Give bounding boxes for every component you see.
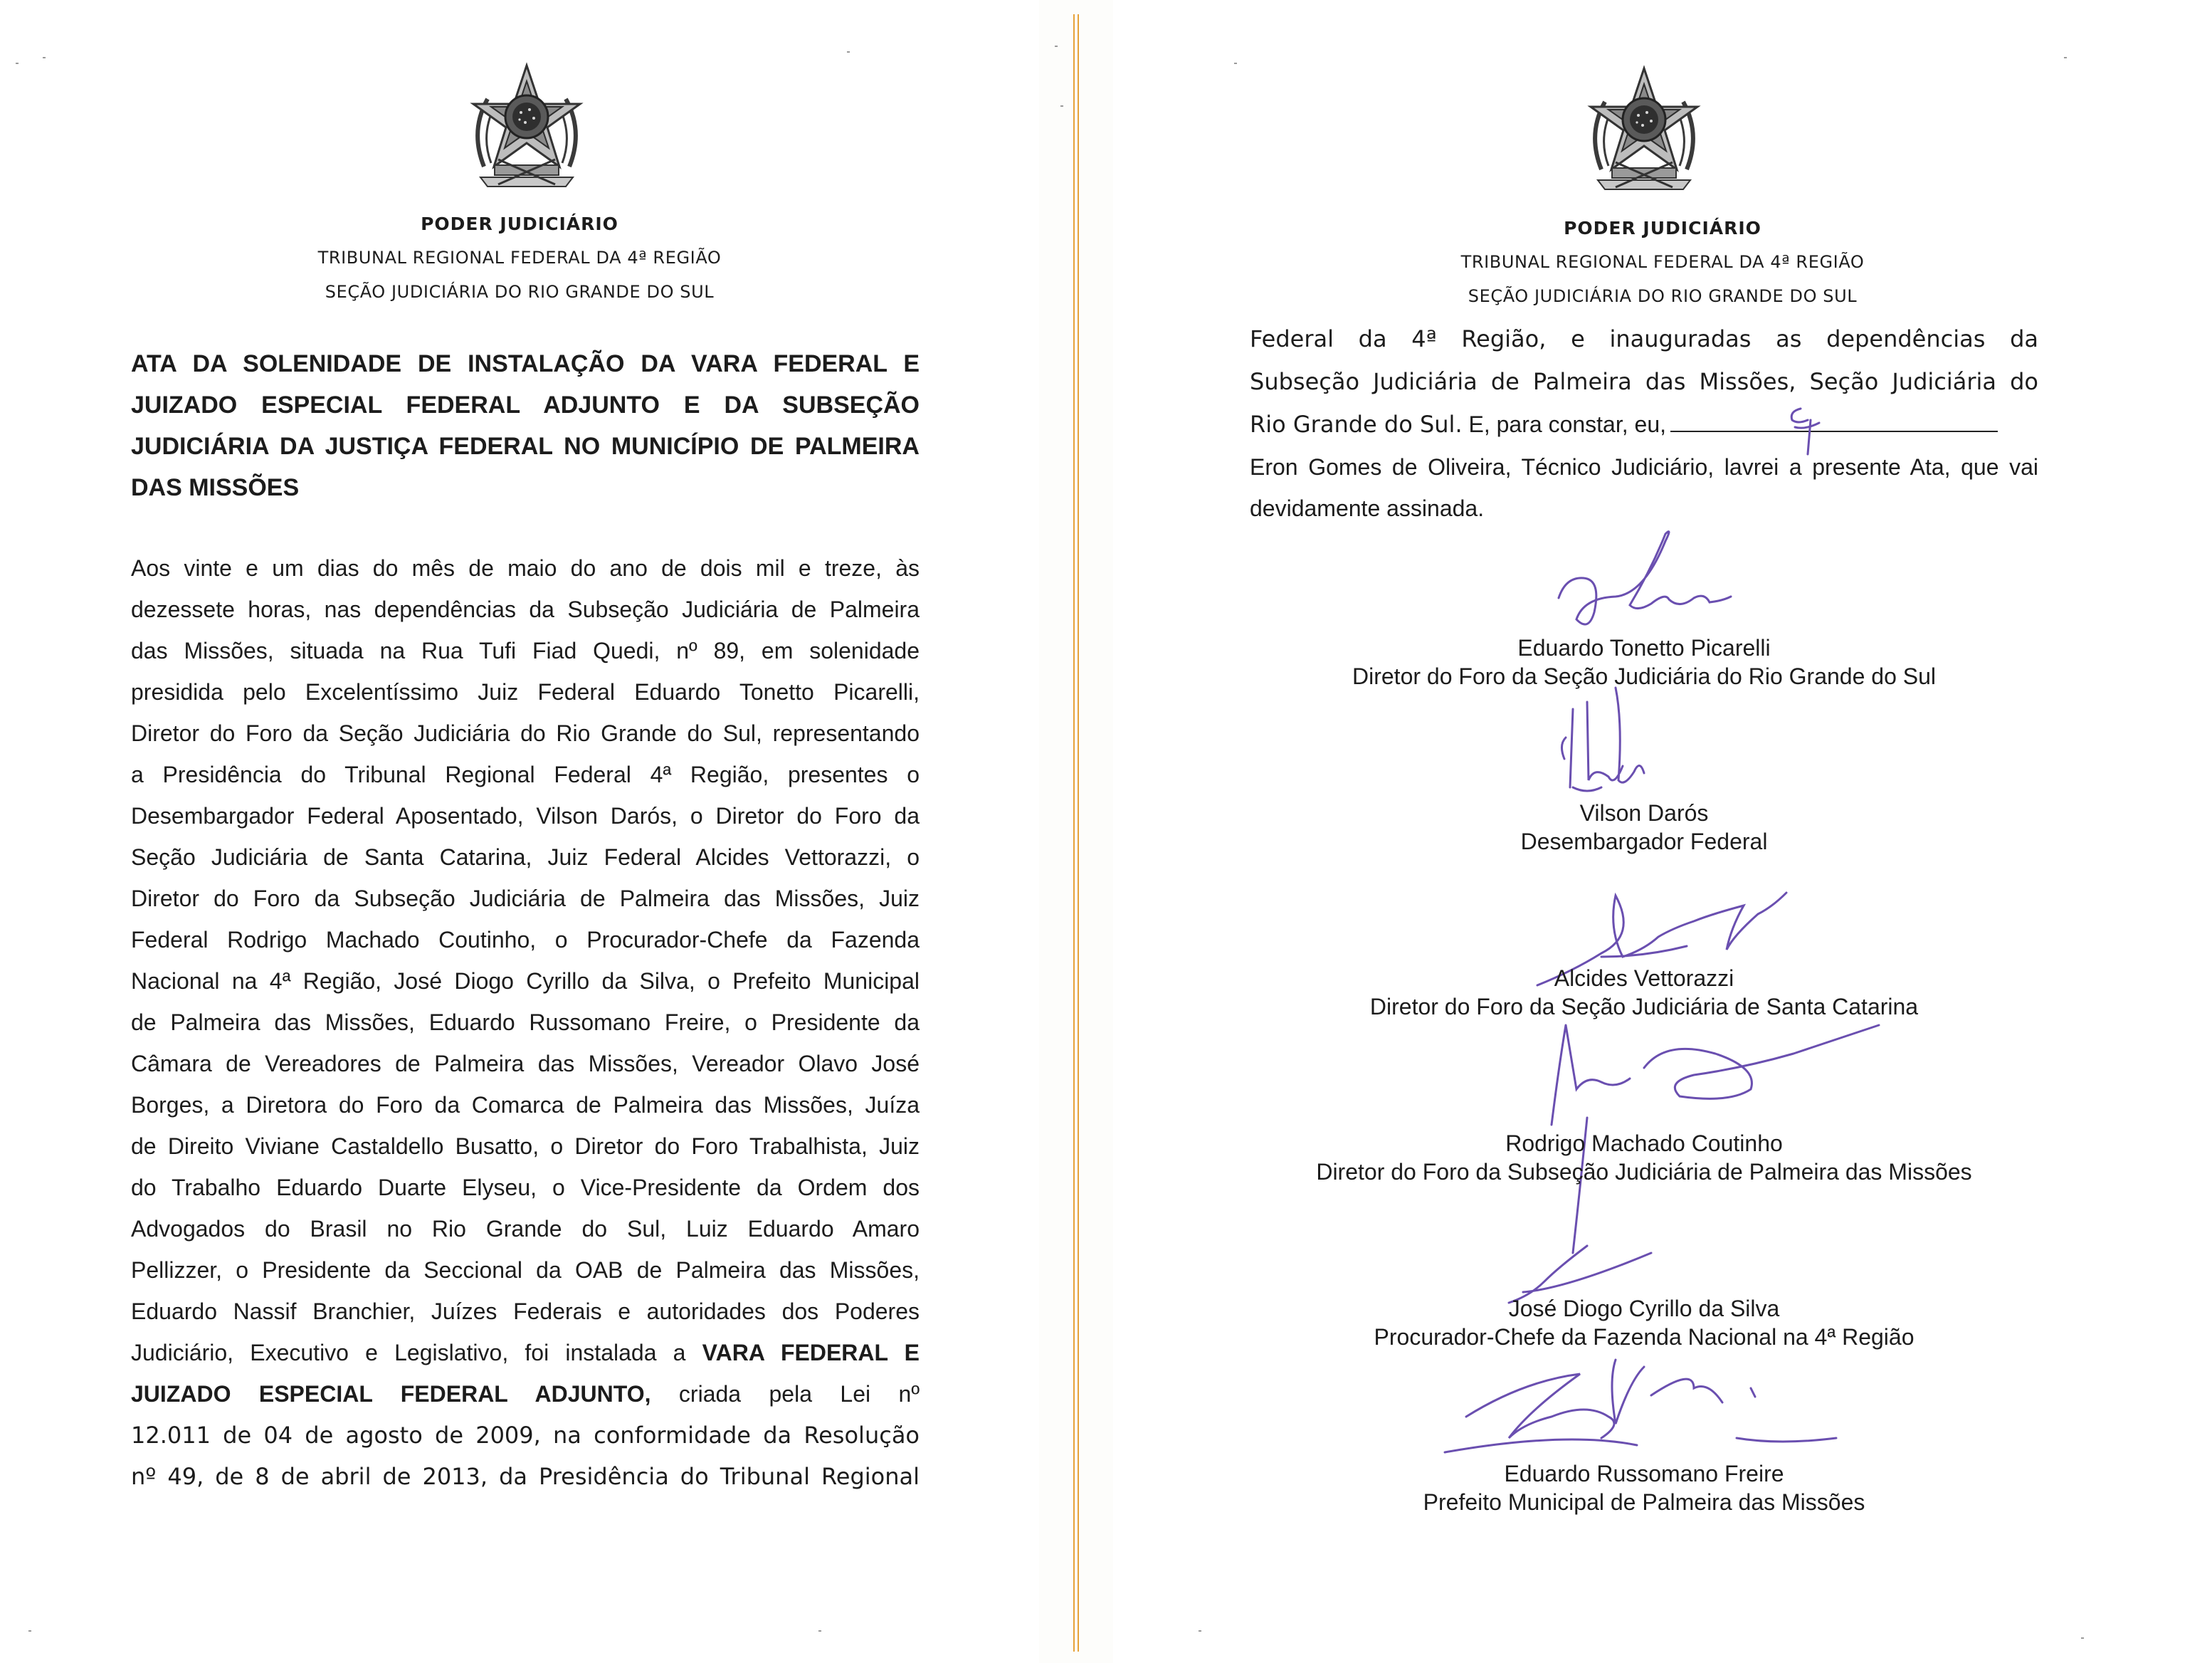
body-line: devidamente assinada. xyxy=(1250,495,1485,521)
signatory-role: Diretor do Foro da Seção Judiciária do Rio Grande do Sul xyxy=(1352,663,1936,689)
signature-icon xyxy=(1544,513,1737,655)
body-line: nº 49, de 8 de abril de 2013, da Presidência do Tribunal Regional xyxy=(131,1463,920,1490)
signature-icon xyxy=(1438,1338,1865,1467)
body-line: do Trabalho Eduardo Duarte Elyseu, o Vice-Presidente da Ordem dos xyxy=(131,1175,920,1200)
body-line: Eron Gomes de Oliveira, Técnico Judiciário, lavrei a presente Ata, que vai xyxy=(1250,454,2038,480)
body-line xyxy=(1250,413,2038,436)
body-line: Federal Rodrigo Machado Coutinho, o Procurador-Chefe da Fazenda xyxy=(131,927,920,953)
signatory-role: Diretor do Foro da Subseção Judiciária de Palmeira das Missões xyxy=(1316,1159,1972,1185)
body-line: Diretor do Foro da Seção Judiciária do Rio Grande do Sul, representando xyxy=(131,720,920,746)
body-line: Federal da 4ª Região, e inauguradas as dependências da xyxy=(1250,325,2038,352)
signatory-name: Eduardo Russomano Freire xyxy=(1504,1461,1784,1486)
body-line: de Direito Viviane Castaldello Busatto, o Diretor do Foro Trabalhista, Juiz xyxy=(131,1133,920,1159)
body-text: criada pela Lei nº xyxy=(678,1381,920,1407)
header-tribunal: TRIBUNAL REGIONAL FEDERAL DA 4ª REGIÃO xyxy=(317,248,722,268)
body-line: dezessete horas, nas dependências da Subseção Judiciária de Palmeira xyxy=(131,597,920,622)
body-line: Advogados do Brasil no Rio Grande do Sul, Luiz Eduardo Amaro xyxy=(131,1216,920,1242)
body-line: 12.011 de 04 de agosto de 2009, na conformidade da Resolução xyxy=(131,1422,920,1449)
signatory-name: Vilson Darós xyxy=(1579,800,1709,826)
body-line: Aos vinte e um dias do mês de maio do ano de dois mil e treze, às xyxy=(131,555,920,581)
signatory-name: Eduardo Tonetto Picarelli xyxy=(1517,635,1771,661)
body-line xyxy=(131,1341,920,1364)
gutter-line-orange xyxy=(1078,14,1079,1652)
body-line: de Palmeira das Missões, Eduardo Russomano Freire, o Presidente da xyxy=(131,1009,920,1035)
body-line: a Presidência do Tribunal Regional Federal 4ª Região, presentes o xyxy=(131,762,920,787)
body-line: presidida pelo Excelentíssimo Juiz Federal Eduardo Tonetto Picarelli, xyxy=(131,679,920,705)
body-line: das Missões, situada na Rua Tufi Fiad Quedi, nº 89, em solenidade xyxy=(131,638,920,663)
coat-of-arms-icon xyxy=(455,60,598,195)
left-page xyxy=(0,0,1039,1663)
body-line: Câmara de Vereadores de Palmeira das Missões, Vereador Olavo José xyxy=(131,1051,920,1076)
body-line: Seção Judiciária de Santa Catarina, Juiz Federal Alcides Vettorazzi, o xyxy=(131,844,920,870)
body-line: Diretor do Foro da Subseção Judiciária de Palmeira das Missões, Juiz xyxy=(131,886,920,911)
document-title: ATA DA SOLENIDADE DE INSTALAÇÃO DA VARA FEDERAL E JUIZADO ESPECIAL FEDERAL ADJUNTO E DA SUBSEÇÃO JUDICIÁRIA DA JUSTIÇA FEDERAL NO MUNICÍPIO DE PALMEIRA DAS MISSÕES xyxy=(131,350,920,501)
body-line: Pellizzer, o Presidente da Seccional da OAB de Palmeira das Missões, xyxy=(131,1257,920,1283)
signatory-role: Diretor do Foro da Seção Judiciária de Santa Catarina xyxy=(1369,994,1919,1019)
header-secao: SEÇÃO JUDICIÁRIA DO RIO GRANDE DO SUL xyxy=(325,282,715,302)
signatory-name: Rodrigo Machado Coutinho xyxy=(1505,1130,1783,1156)
body-bold-text: JUIZADO ESPECIAL FEDERAL ADJUNTO, xyxy=(131,1381,651,1407)
header-poder-judiciario: PODER JUDICIÁRIO xyxy=(421,214,618,234)
body-text: E, para constar, eu, xyxy=(1468,411,1666,437)
signatory-role: Prefeito Municipal de Palmeira das Missões xyxy=(1423,1489,1865,1515)
header-tribunal: TRIBUNAL REGIONAL FEDERAL DA 4ª REGIÃO xyxy=(1460,252,1865,272)
body-text: Judiciário, Executivo e Legislativo, foi instalada a xyxy=(131,1340,686,1365)
signatory-name: José Diogo Cyrillo da Silva xyxy=(1508,1296,1780,1321)
coat-of-arms-icon xyxy=(1573,63,1715,198)
body-line: Nacional na 4ª Região, José Diogo Cyrillo da Silva, o Prefeito Municipal xyxy=(131,968,920,994)
body-line: Borges, a Diretora do Foro da Comarca de Palmeira das Missões, Juíza xyxy=(131,1092,920,1118)
header-secao: SEÇÃO JUDICIÁRIA DO RIO GRANDE DO SUL xyxy=(1468,286,1858,306)
body-line: Subseção Judiciária de Palmeira das Missões, Seção Judiciária do xyxy=(1250,368,2038,395)
signature-icon xyxy=(1779,399,1843,456)
header-poder-judiciario: PODER JUDICIÁRIO xyxy=(1564,218,1761,238)
page-gutter xyxy=(1039,0,1113,1663)
body-bold-text: VARA FEDERAL E xyxy=(702,1340,920,1365)
body-line: Desembargador Federal Aposentado, Vilson Darós, o Diretor do Foro da xyxy=(131,803,920,829)
body-text: Rio Grande do Sul. xyxy=(1250,411,1463,438)
body-line xyxy=(131,1383,920,1405)
signatory-name: Alcides Vettorazzi xyxy=(1554,965,1734,991)
gutter-line-orange xyxy=(1073,14,1075,1652)
signatory-role: Procurador-Chefe da Fazenda Nacional na 4ª Região xyxy=(1374,1324,1915,1350)
signatory-role: Desembargador Federal xyxy=(1520,829,1768,854)
body-line: Eduardo Nassif Branchier, Juízes Federais e autoridades dos Poderes xyxy=(131,1299,920,1324)
